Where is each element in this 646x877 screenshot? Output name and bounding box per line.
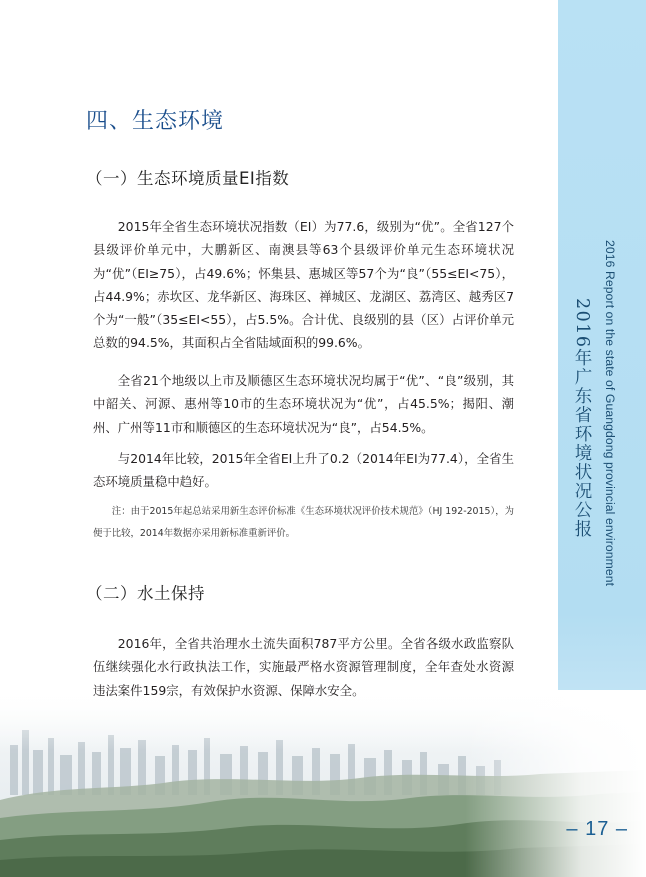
page-number: – 17 – [566,818,628,840]
report-title-cn: 2016年广东省环境状况公报 [572,298,592,539]
footnote: 注：由于2015年起总站采用新生态评价标准《生态环境状况评价技术规范》（HJ 192-2015），为便于比较，2014年数据亦采用新标准重新评价。 [93,506,514,539]
paragraph-soil-conservation: 2016年，全省共治理水土流失面积787平方公里。全省各级水政监察队伍继续强化水行政执法工作，实施最严格水资源管理制度，全年查处水资源违法案件159宗，有效保护水资源、保障水安全。 [93,636,514,698]
city-landscape-image [0,690,646,877]
section-title: 四、生态环境 [86,109,225,134]
report-title-en: 2016 Report on the state of Guangdong provincial environment [603,240,617,587]
paragraph-ei-cities: 全省21个地级以上市及顺德区生态环境状况均属于“优”、“良”级别，其中韶关、河源、惠州等10市的生态环境状况为“优”，占45.5%；揭阳、潮州、广州等11市和顺德区的生态环境状况为“良”，占54.5%。 [93,373,514,435]
paragraph-ei-comparison: 与2014年比较，2015年全省EI上升了0.2（2014年EI为77.4），全省生态环境质量稳中趋好。 [93,451,514,490]
paragraph-ei-overview: 2015年全省生态环境状况指数（EI）为77.6，级别为“优”。全省127个县级评价单元中，大鹏新区、南澳县等63个县级评价单元生态环境状况为“优”（EI≥75），占49.6%；怀集县、惠城区等57个为“良”（55≤EI<75），占44.9%；赤坎区、龙华新区、海珠区、禅城区、龙湖区、荔湾区、越秀区7个为“一般”（35≤EI<55），占5.5%。合计优、良级别的县（区）占评价单元总数的94.5%，其面积占全省陆域面积的99.6%。 [93,219,514,351]
subsection-title-ei: （一）生态环境质量EI指数 [86,169,290,188]
subsection-title-soil: （二）水土保持 [86,584,205,603]
